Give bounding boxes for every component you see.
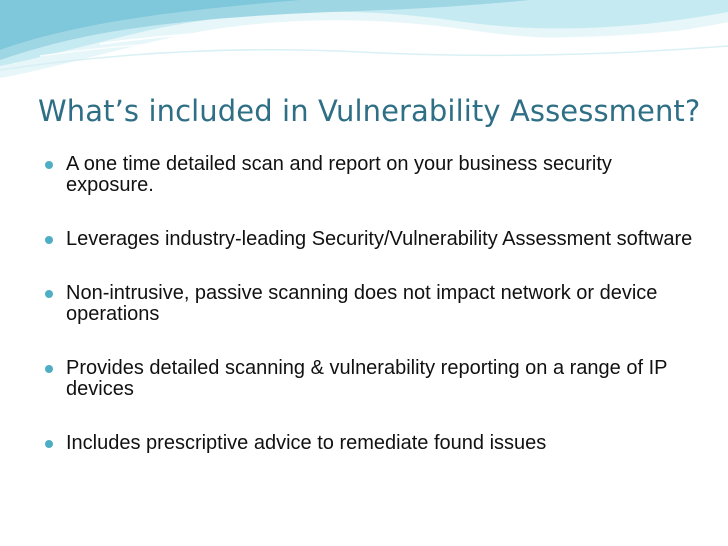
bullet-icon	[45, 161, 53, 169]
bullet-text: A one time detailed scan and report on your business security exposure.	[66, 153, 612, 196]
bullet-icon	[45, 236, 53, 244]
bullet-text: Leverages industry-leading Security/Vulnerability Assessment software	[66, 228, 693, 250]
bullet-text: Non-intrusive, passive scanning does not impact network or device operations	[66, 282, 658, 325]
bullet-icon	[45, 290, 53, 298]
bullet-item	[44, 229, 704, 250]
decorative-wave-banner	[0, 0, 728, 90]
bullet-item	[44, 154, 704, 196]
bullet-text: Includes prescriptive advice to remediate found issues	[66, 432, 547, 454]
slide-title: What’s included in Vulnerability Assessment?	[38, 94, 701, 128]
bullet-text: Provides detailed scanning & vulnerability reporting on a range of IP devices	[66, 357, 668, 400]
bullet-item	[44, 358, 704, 400]
bullet-icon	[45, 365, 53, 373]
bullet-list	[44, 154, 704, 454]
bullet-item	[44, 283, 704, 325]
bullet-item	[44, 433, 704, 454]
bullet-icon	[45, 440, 53, 448]
